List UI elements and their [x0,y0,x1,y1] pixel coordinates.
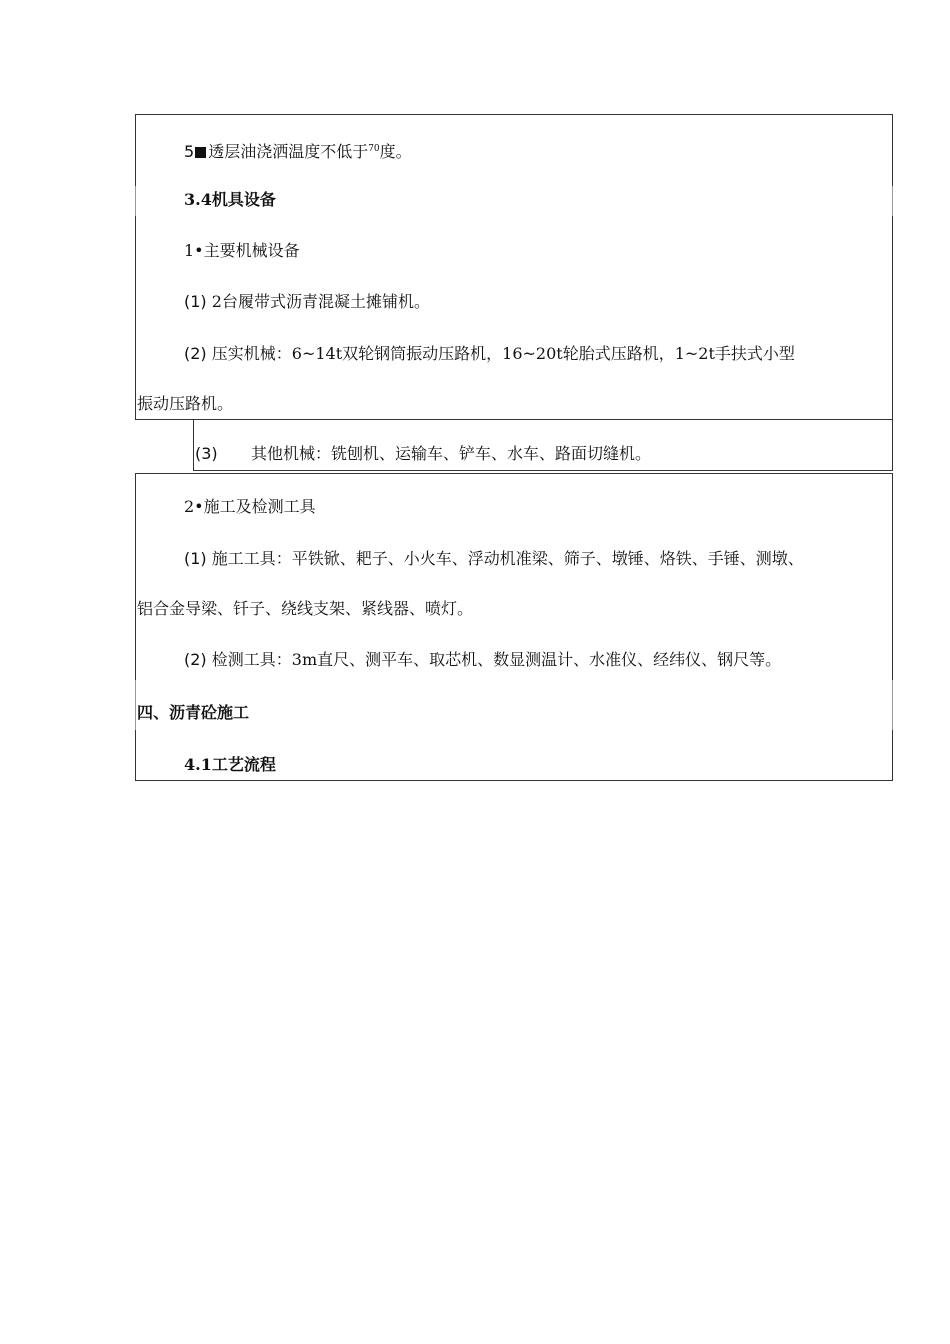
machinery-item-3-number: (3) [195,444,218,463]
heading-4-1: 4.1工艺流程 [184,755,276,774]
item-5-suffix: 度。 [379,142,412,161]
tools-item-1-text: 施工工具：平铁锨、耙子、小火车、浮动机准梁、筛子、墩锤、烙铁、手锤、测墩、 [211,549,804,568]
tools-item-1 [184,548,804,570]
machinery-item-3-text: 其他机械：铣刨机、运输车、铲车、水车、路面切缝机。 [251,444,652,463]
square-bullet-icon [195,147,206,158]
cell-edge-mark [892,186,893,216]
heading-3-4: 3.4机具设备 [184,190,276,209]
temperature-value: 70 [368,144,380,154]
item-5-line [184,138,412,163]
cell-edge-mark [135,680,136,730]
section-4-heading: 四、沥青砼施工 [137,703,250,722]
item-5-text: 透层油浇洒温度不低于 [208,142,369,161]
machinery-item-2-number: (2) [184,344,207,363]
tools-item-1-continuation: 铝合金导梁、钎子、绕线支架、紧线器、喷灯。 [137,599,474,618]
tools-item-2 [184,649,781,671]
cell-edge-mark [135,186,136,216]
tools-item-2-number: (2) [184,650,207,669]
machinery-item-1-number: (1) [184,292,207,311]
machinery-item-2 [184,343,795,365]
subheading-main-machinery: 1•主要机械设备 [184,241,300,260]
item-5-number: 5 [184,142,195,161]
machinery-item-2-continuation: 振动压路机。 [137,394,234,413]
subheading-tools: 2•施工及检测工具 [184,497,316,516]
machinery-item-1 [184,291,430,313]
content-block-3 [135,473,893,781]
tools-item-2-text: 检测工具：3m直尺、测平车、取芯机、数显测温计、水准仪、经纬仪、钢尺等。 [211,650,782,669]
tools-item-1-number: (1) [184,549,207,568]
cell-edge-mark [892,680,893,730]
machinery-item-3 [195,443,218,465]
machinery-item-1-text: 2台履带式沥青混凝土摊铺机。 [211,292,430,311]
machinery-item-2-text: 压实机械：6~14t双轮钢筒振动压路机，16~20t轮胎式压路机，1~2t手扶式小型 [211,344,795,363]
